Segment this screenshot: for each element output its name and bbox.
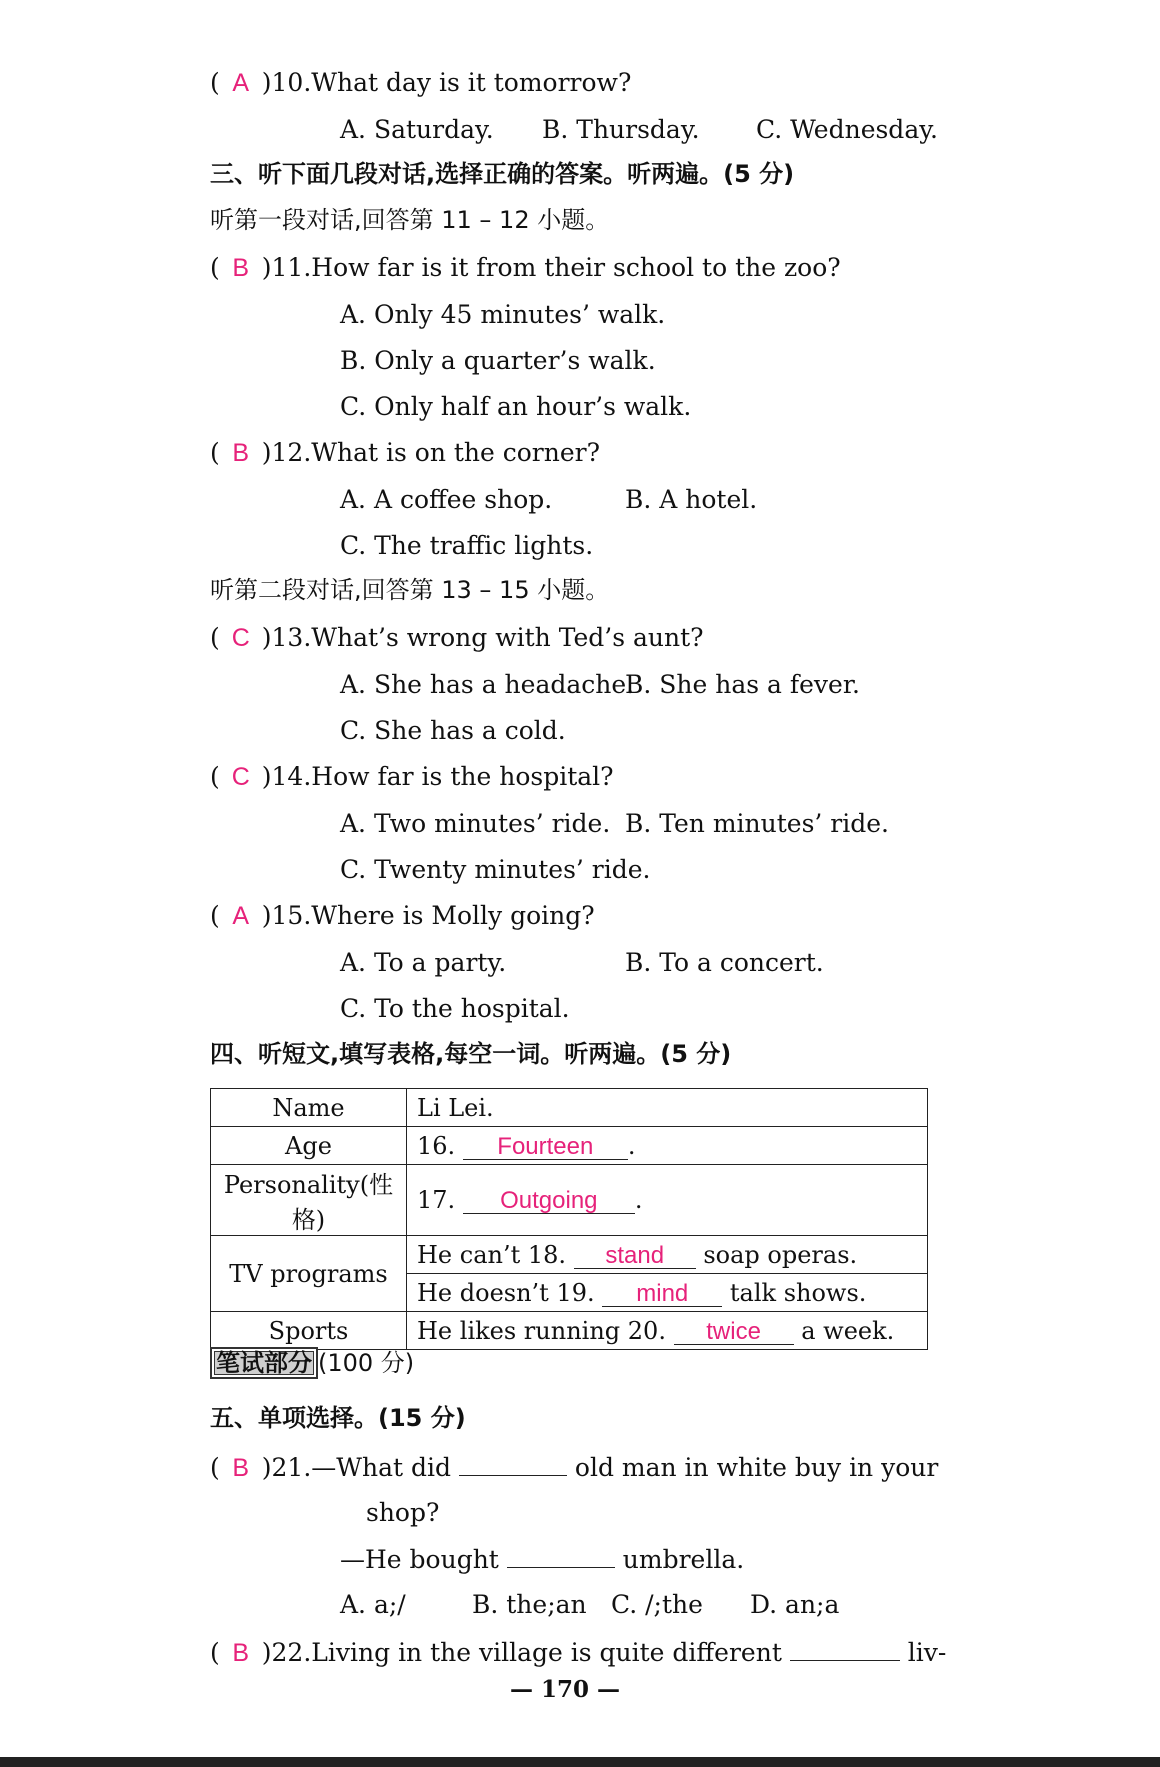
written-section-score: (100 分): [318, 1349, 415, 1377]
question-21-line-3: —He bought umbrella.: [340, 1545, 745, 1574]
age-cell: 16. Fourteen .: [407, 1127, 928, 1165]
option-b: B. A hotel.: [625, 485, 758, 514]
answer-15: A: [232, 902, 250, 930]
sports-label: Sports: [211, 1312, 407, 1350]
option-b: B. She has a fever.: [625, 670, 860, 699]
tv-cell-1: He can’t 18. stand soap operas.: [407, 1236, 928, 1274]
question-number: 21.: [271, 1453, 312, 1482]
dialog-1-instruction: 听第一段对话,回答第 11 – 12 小题。: [210, 206, 610, 234]
option-b: B. Ten minutes’ ride.: [625, 809, 890, 838]
question-11: ( B )11.How far is it from their school to the zoo?: [210, 253, 841, 282]
personality-label: Personality(性格): [211, 1165, 407, 1236]
tv-label: TV programs: [211, 1236, 407, 1312]
option-c: C. The traffic lights.: [340, 531, 594, 560]
question-text: Where is Molly going?: [311, 901, 595, 930]
question-number: 12.: [271, 438, 312, 467]
option-a: A. Saturday.: [340, 115, 494, 144]
question-text: How far is it from their school to the zoo?: [311, 253, 841, 282]
option-a: A. Two minutes’ ride.: [340, 809, 611, 838]
name-value: Li Lei.: [407, 1089, 928, 1127]
table-row: [211, 1165, 928, 1236]
bottom-bar: [0, 1757, 1160, 1767]
question-text: How far is the hospital?: [311, 762, 614, 791]
question-number: 15.: [271, 901, 312, 930]
personality-cell: 17. Outgoing .: [407, 1165, 928, 1236]
answer-10: A: [232, 69, 250, 97]
answer-21: B: [232, 1454, 250, 1482]
blank: [507, 1545, 615, 1568]
question-text: What’s wrong with Ted’s aunt?: [311, 623, 704, 652]
question-22: ( B )22.Living in the village is quite different liv-: [210, 1638, 947, 1667]
info-table: [210, 1088, 928, 1350]
option-c: C. /;the: [611, 1590, 703, 1619]
option-b: B. Only a quarter’s walk.: [340, 346, 656, 375]
written-section-label: 笔试部分: [210, 1347, 318, 1379]
question-21-line-2: shop?: [366, 1498, 440, 1527]
question-14: ( C )14.How far is the hospital?: [210, 762, 614, 791]
question-number: 11.: [271, 253, 312, 282]
option-b: B. the;an: [472, 1590, 587, 1619]
option-a: A. a;/: [340, 1590, 406, 1619]
answer-14: C: [231, 763, 250, 791]
question-number: 14.: [271, 762, 312, 791]
answer-13: C: [231, 624, 250, 652]
option-b: B. Thursday.: [542, 115, 700, 144]
question-text: What day is it tomorrow?: [311, 68, 632, 97]
section-5-heading: 五、单项选择。(15 分): [210, 1404, 466, 1432]
question-number: 22.: [271, 1638, 312, 1667]
option-a: A. A coffee shop.: [340, 485, 553, 514]
question-12: ( B )12.What is on the corner?: [210, 438, 601, 467]
option-c: C. Twenty minutes’ ride.: [340, 855, 651, 884]
option-a: A. To a party.: [340, 948, 507, 977]
option-a: A. Only 45 minutes’ walk.: [340, 300, 666, 329]
answer-19: mind: [602, 1282, 722, 1307]
question-15: ( A )15.Where is Molly going?: [210, 901, 595, 930]
table-row: [211, 1236, 928, 1274]
answer-22: B: [232, 1639, 250, 1667]
answer-18: stand: [574, 1244, 696, 1269]
age-label: Age: [211, 1127, 407, 1165]
option-c: C. She has a cold.: [340, 716, 566, 745]
section-3-heading: 三、听下面几段对话,选择正确的答案。听两遍。(5 分): [210, 160, 795, 188]
table-row: [211, 1089, 928, 1127]
question-13: ( C )13.What’s wrong with Ted’s aunt?: [210, 623, 704, 652]
option-c: C. Only half an hour’s walk.: [340, 392, 692, 421]
blank: [790, 1638, 900, 1661]
question-21: ( B )21.—What did old man in white buy in your: [210, 1453, 939, 1482]
sports-cell: He likes running 20. twice a week.: [407, 1312, 928, 1350]
option-d: D. an;a: [750, 1590, 840, 1619]
written-section: [210, 1347, 414, 1379]
answer-12: B: [232, 439, 250, 467]
section-4-heading: 四、听短文,填写表格,每空一词。听两遍。(5 分): [210, 1040, 732, 1068]
table-row: [211, 1127, 928, 1165]
page-number: — 170 —: [510, 1676, 621, 1703]
question-number: 13.: [271, 623, 312, 652]
blank: [459, 1453, 567, 1476]
option-c: C. To the hospital.: [340, 994, 570, 1023]
option-b: B. To a concert.: [625, 948, 824, 977]
name-label: Name: [211, 1089, 407, 1127]
table-row: [211, 1312, 928, 1350]
option-a: A. She has a headache.: [340, 670, 635, 699]
tv-cell-2: He doesn’t 19. mind talk shows.: [407, 1274, 928, 1312]
question-text: What is on the corner?: [311, 438, 601, 467]
answer-20: twice: [674, 1320, 794, 1345]
answer-16: Fourteen: [463, 1135, 628, 1160]
answer-11: B: [232, 254, 250, 282]
answer-17: Outgoing: [463, 1189, 635, 1214]
question-10: ( A )10.What day is it tomorrow?: [210, 68, 632, 97]
option-c: C. Wednesday.: [756, 115, 938, 144]
question-number: 10.: [271, 68, 312, 97]
dialog-2-instruction: 听第二段对话,回答第 13 – 15 小题。: [210, 576, 610, 604]
